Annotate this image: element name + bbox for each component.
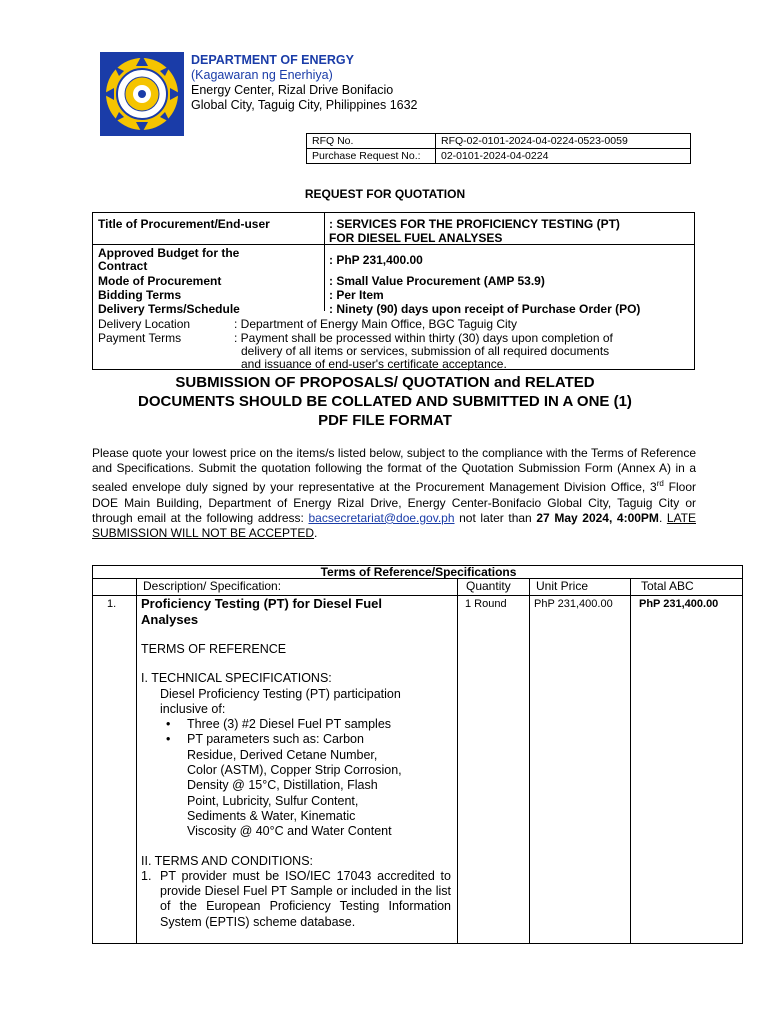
terms-of-reference-heading: TERMS OF REFERENCE bbox=[141, 642, 287, 656]
bullet-text: Density @ 15°C, Distillation, Flash bbox=[187, 778, 378, 793]
spec-intro-line-2: inclusive of: bbox=[160, 701, 226, 716]
late-submission-notice: LATE SUBMISSION WILL NOT BE ACCEPTED bbox=[92, 510, 697, 541]
bidding-value: : Per Item bbox=[329, 288, 384, 302]
delivery-terms-label: Delivery Terms/Schedule bbox=[98, 302, 240, 316]
column-header-unit-price: Unit Price bbox=[536, 579, 589, 593]
column-divider-no bbox=[136, 578, 137, 944]
submission-notice bbox=[60, 373, 710, 430]
doe-seal-icon bbox=[100, 52, 184, 136]
abc-label-line-2: Contract bbox=[98, 259, 148, 273]
item-name-line-1: Proficiency Testing (PT) for Diesel Fuel bbox=[141, 596, 383, 611]
abc-label-line-1: Approved Budget for the bbox=[98, 246, 240, 260]
bac-email-link[interactable]: bacsecretariat@doe.gov.ph bbox=[308, 510, 455, 525]
page-title: REQUEST FOR QUOTATION bbox=[304, 187, 466, 201]
submission-line-1: SUBMISSION OF PROPOSALS/ QUOTATION and RELATED bbox=[175, 374, 595, 391]
mode-label: Mode of Procurement bbox=[98, 274, 222, 288]
title-label: Title of Procurement/End-user bbox=[98, 217, 270, 231]
bullet-text: • PT parameters such as: Carbon bbox=[187, 732, 364, 747]
address-line-2: Global City, Taguig City, Philippines 1632 bbox=[191, 98, 418, 112]
bullet-text: Three (3) #2 Diesel Fuel PT samples bbox=[187, 717, 392, 732]
item-description bbox=[141, 596, 451, 930]
spec-intro-line-1: Diesel Proficiency Testing (PT) participation bbox=[160, 686, 401, 701]
instructions-text-4: . bbox=[658, 510, 667, 525]
column-divider-quantity bbox=[529, 578, 530, 944]
purchase-request-value: 02-0101-2024-04-0224 bbox=[436, 149, 691, 164]
item-unit-price: PhP 231,400.00 bbox=[534, 598, 613, 610]
bullet-text: Sediments & Water, Kinematic bbox=[187, 808, 356, 823]
item-total-abc: PhP 231,400.00 bbox=[639, 598, 719, 610]
payment-terms-line-2: delivery of all items or services, submission of all required documents bbox=[241, 344, 610, 358]
instructions-text-3: not later than bbox=[454, 510, 537, 525]
column-header-quantity: Quantity bbox=[466, 579, 511, 593]
summary-divider bbox=[324, 213, 325, 311]
procurement-summary-box bbox=[92, 212, 695, 370]
list-item bbox=[187, 717, 451, 732]
department-name: DEPARTMENT OF ENERGY bbox=[191, 53, 354, 67]
department-header bbox=[191, 53, 418, 113]
floor-ordinal-suffix: rd bbox=[656, 479, 664, 489]
abc-value: : PhP 231,400.00 bbox=[329, 253, 423, 267]
bidding-label: Bidding Terms bbox=[98, 288, 182, 302]
condition-text: PT provider must be ISO/IEC 17043 accredited to provide Diesel Fuel PT Sample or included in the list of the European Proficiency Testing Information System (EPTIS) scheme database. bbox=[160, 868, 451, 929]
item-name-line-2: Analyses bbox=[141, 612, 199, 627]
submission-deadline: 27 May 2024, 4:00PM bbox=[536, 510, 659, 525]
terms-of-reference-table bbox=[92, 565, 743, 944]
column-header-total-abc: Total ABC bbox=[641, 579, 694, 593]
submission-line-3: PDF FILE FORMAT bbox=[318, 412, 452, 429]
purchase-request-label: Purchase Request No.: bbox=[307, 149, 436, 164]
delivery-location-value: : Department of Energy Main Office, BGC Taguig City bbox=[234, 317, 518, 331]
instructions-text-1: Please quote your lowest price on the items/s listed below, subject to the compliance with the Terms of Reference and Specifications. Submit the quotation following the format of the Quotation Submission Form (Annex A) in a sealed envelope duly signed by your representative at the Procurement Management Division Office, 3 bbox=[92, 446, 696, 495]
mode-value: : Small Value Procurement (AMP 53.9) bbox=[329, 274, 545, 288]
rfq-no-value: RFQ-02-0101-2024-04-0224-0523-0059 bbox=[436, 134, 691, 149]
list-item bbox=[187, 732, 451, 839]
submission-line-2: DOCUMENTS SHOULD BE COLLATED AND SUBMITTED IN A ONE (1) bbox=[138, 393, 632, 410]
instructions-text-2: Floor DOE Main Building, Department of Energy Rizal Drive, Energy Center-Bonifacio Global City, Taguig City or through email at the following address: bbox=[92, 480, 696, 525]
payment-terms-line-1: : Payment shall be processed within thirty (30) days upon completion of bbox=[234, 331, 613, 345]
item-quantity: 1 Round bbox=[465, 598, 507, 610]
rfq-no-label: RFQ No. bbox=[307, 134, 436, 149]
payment-terms-line-3: and issuance of end-user's certificate acceptance. bbox=[241, 357, 507, 371]
condition-number: 1. bbox=[141, 868, 152, 883]
column-header-description: Description/ Specification: bbox=[143, 579, 282, 593]
instructions-paragraph bbox=[92, 446, 696, 541]
title-value-line-1: : SERVICES FOR THE PROFICIENCY TESTING (PT) bbox=[329, 217, 620, 231]
column-divider-unit-price bbox=[630, 578, 631, 944]
terms-and-conditions-heading: II. TERMS AND CONDITIONS: bbox=[141, 853, 314, 868]
department-tagalog-name: (Kagawaran ng Enerhiya) bbox=[191, 68, 333, 82]
bullet-text: Color (ASTM), Copper Strip Corrosion, bbox=[187, 763, 402, 778]
delivery-terms-value: : Ninety (90) days upon receipt of Purchase Order (PO) bbox=[329, 302, 641, 316]
spec-bullet-list bbox=[141, 717, 451, 839]
delivery-location-label: Delivery Location bbox=[98, 317, 191, 331]
bullet-text: Viscosity @ 40°C and Water Content bbox=[187, 824, 392, 839]
bullet-text: Residue, Derived Cetane Number, bbox=[187, 747, 378, 762]
instructions-text-5: . bbox=[314, 526, 318, 541]
technical-specifications-heading: I. TECHNICAL SPECIFICATIONS: bbox=[141, 671, 332, 686]
bullet-text: Point, Lubricity, Sulfur Content, bbox=[187, 793, 359, 808]
title-value-line-2: FOR DIESEL FUEL ANALYSES bbox=[329, 231, 503, 245]
address-line-1: Energy Center, Rizal Drive Bonifacio bbox=[191, 83, 394, 97]
item-number: 1. bbox=[107, 598, 117, 610]
condition-item bbox=[141, 869, 451, 930]
tor-heading: Terms of Reference/Specifications bbox=[320, 565, 517, 579]
payment-terms-label: Payment Terms bbox=[98, 331, 182, 345]
column-divider-description bbox=[457, 578, 458, 944]
rfq-reference-table bbox=[306, 133, 691, 164]
